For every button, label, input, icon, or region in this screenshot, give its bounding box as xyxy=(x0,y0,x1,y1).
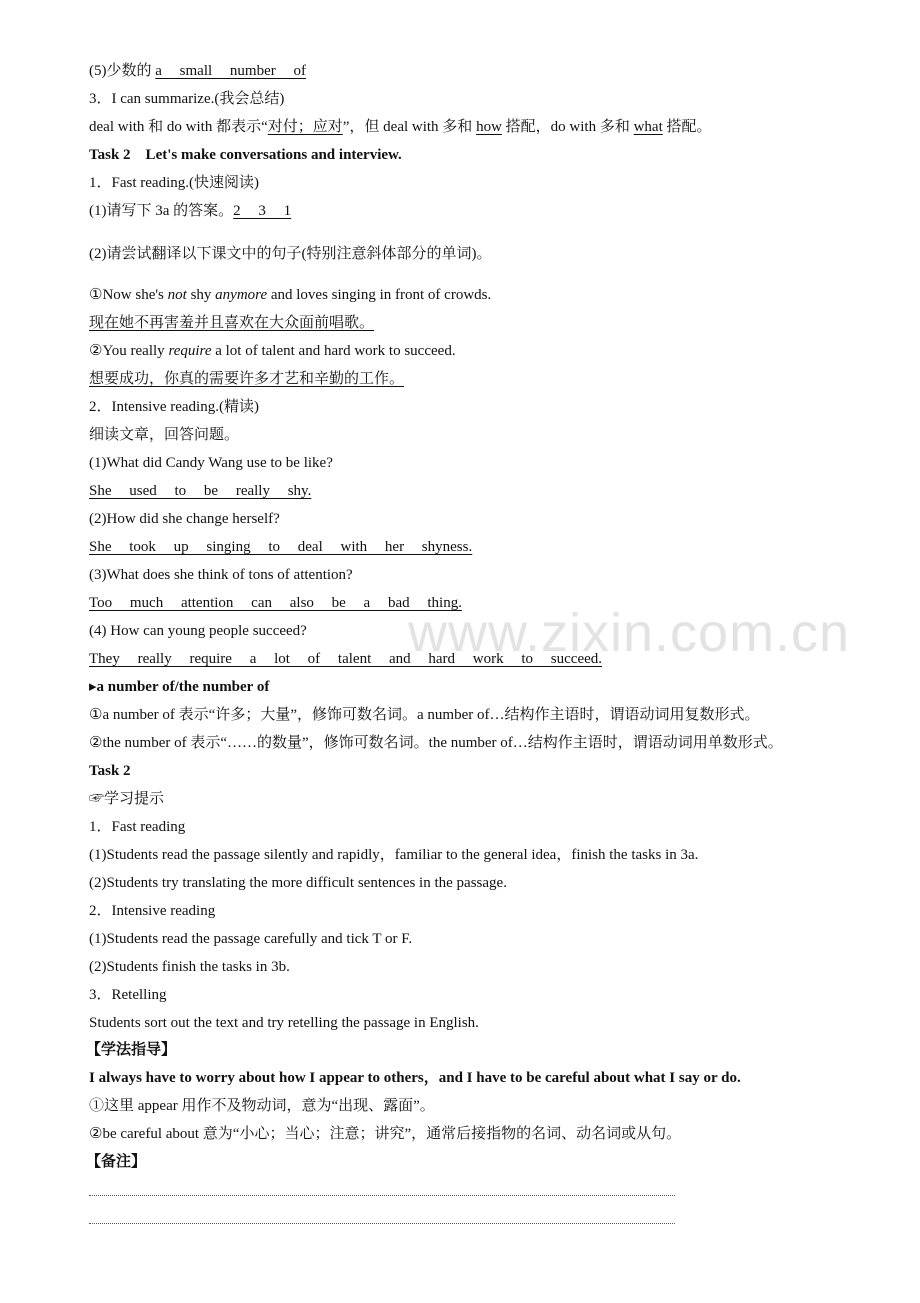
answer-blank: 2 3 1 xyxy=(233,203,292,219)
question-2: (2)请尝试翻译以下课文中的句子(特别注意斜体部分的单词)。 xyxy=(89,246,492,262)
question: (4) How can young people succeed? xyxy=(89,623,307,639)
tip-item: (1)Students read the passage carefully and tick T or F. xyxy=(89,931,413,947)
fast-reading-heading: 1．Fast reading.(快速阅读) xyxy=(89,175,259,191)
answer-blank: a small number of xyxy=(155,63,306,79)
tips-heading: ☞学习提示 xyxy=(89,791,165,807)
tip-heading: 1．Fast reading xyxy=(89,819,186,835)
translation-1: 现在她不再害羞并且喜欢在大众面前唱歌。 xyxy=(89,315,375,331)
grammar-note: ②the number of 表示“……的数量”，修饰可数名词。the number of…结构作主语时，谓语动词用单数形式。 xyxy=(89,735,783,751)
grammar-note: ①a number of 表示“许多；大量”，修饰可数名词。a number of…结构作主语时，谓语动词用复数形式。 xyxy=(89,707,760,723)
sentence-2: ②You really require a lot of talent and hard work to succeed. xyxy=(89,343,456,359)
usage-note: ②be careful about 意为“小心；当心；注意；讲究”，通常后接指物的名词、动名词或从句。 xyxy=(89,1126,682,1142)
answer-line: She used to be really shy. xyxy=(89,483,312,499)
tip-heading: 2．Intensive reading xyxy=(89,903,216,919)
section-summarize: 3．I can summarize.(我会总结) xyxy=(89,91,285,107)
answer-line: Too much attention can also be a bad thing. xyxy=(89,595,462,611)
answer-blank: how xyxy=(476,119,502,135)
notes-line xyxy=(89,1223,675,1224)
task-heading: Task 2 Let's make conversations and interview. xyxy=(89,147,402,163)
intensive-reading-heading: 2．Intensive reading.(精读) xyxy=(89,399,259,415)
watermark: www.zixin.com.cn xyxy=(408,603,851,663)
instruction: 细读文章，回答问题。 xyxy=(89,427,240,443)
question: (1)What did Candy Wang use to be like? xyxy=(89,455,333,471)
tip-item: Students sort out the text and try retelling the passage in English. xyxy=(89,1015,479,1031)
notes-line xyxy=(89,1195,675,1196)
grammar-point-heading: ▸a number of/the number of xyxy=(89,679,270,695)
summary-sentence: deal with 和 do with 都表示“对付；应对”，但 deal with 多和 how 搭配，do with 多和 what 搭配。 xyxy=(89,119,712,135)
tip-item: (1)Students read the passage silently and rapidly，familiar to the general idea，finish the tasks in 3a. xyxy=(89,847,699,863)
answer-blank: what xyxy=(633,119,663,135)
task-heading: Task 2 xyxy=(89,763,131,779)
tip-item: (2)Students try translating the more difficult sentences in the passage. xyxy=(89,875,507,891)
tip-heading: 3．Retelling xyxy=(89,987,167,1003)
translation-2: 想要成功，你真的需要许多才艺和辛勤的工作。 xyxy=(89,371,405,387)
usage-note: ①这里 appear 用作不及物动词，意为“出现、露面”。 xyxy=(89,1098,435,1114)
answer-line: She took up singing to deal with her shyness. xyxy=(89,539,473,555)
question: (3)What does she think of tons of attention? xyxy=(89,567,353,583)
key-sentence: I always have to worry about how I appear to others，and I have to be careful about what I say or do. xyxy=(89,1070,741,1086)
notes-heading: 【备注】 xyxy=(86,1154,147,1170)
answer-line: They really require a lot of talent and hard work to succeed. xyxy=(89,651,603,667)
question: (2)How did she change herself? xyxy=(89,511,280,527)
tip-item: (2)Students finish the tasks in 3b. xyxy=(89,959,290,975)
sentence-1: ①Now she's not shy anymore and loves singing in front of crowds. xyxy=(89,287,492,303)
method-guide-heading: 【学法指导】 xyxy=(86,1042,177,1058)
item-5-line: (5)少数的 a small number of xyxy=(89,63,306,79)
answer-blank: 对付；应对 xyxy=(267,119,343,135)
question-1: (1)请写下 3a 的答案。2 3 1 xyxy=(89,203,292,219)
